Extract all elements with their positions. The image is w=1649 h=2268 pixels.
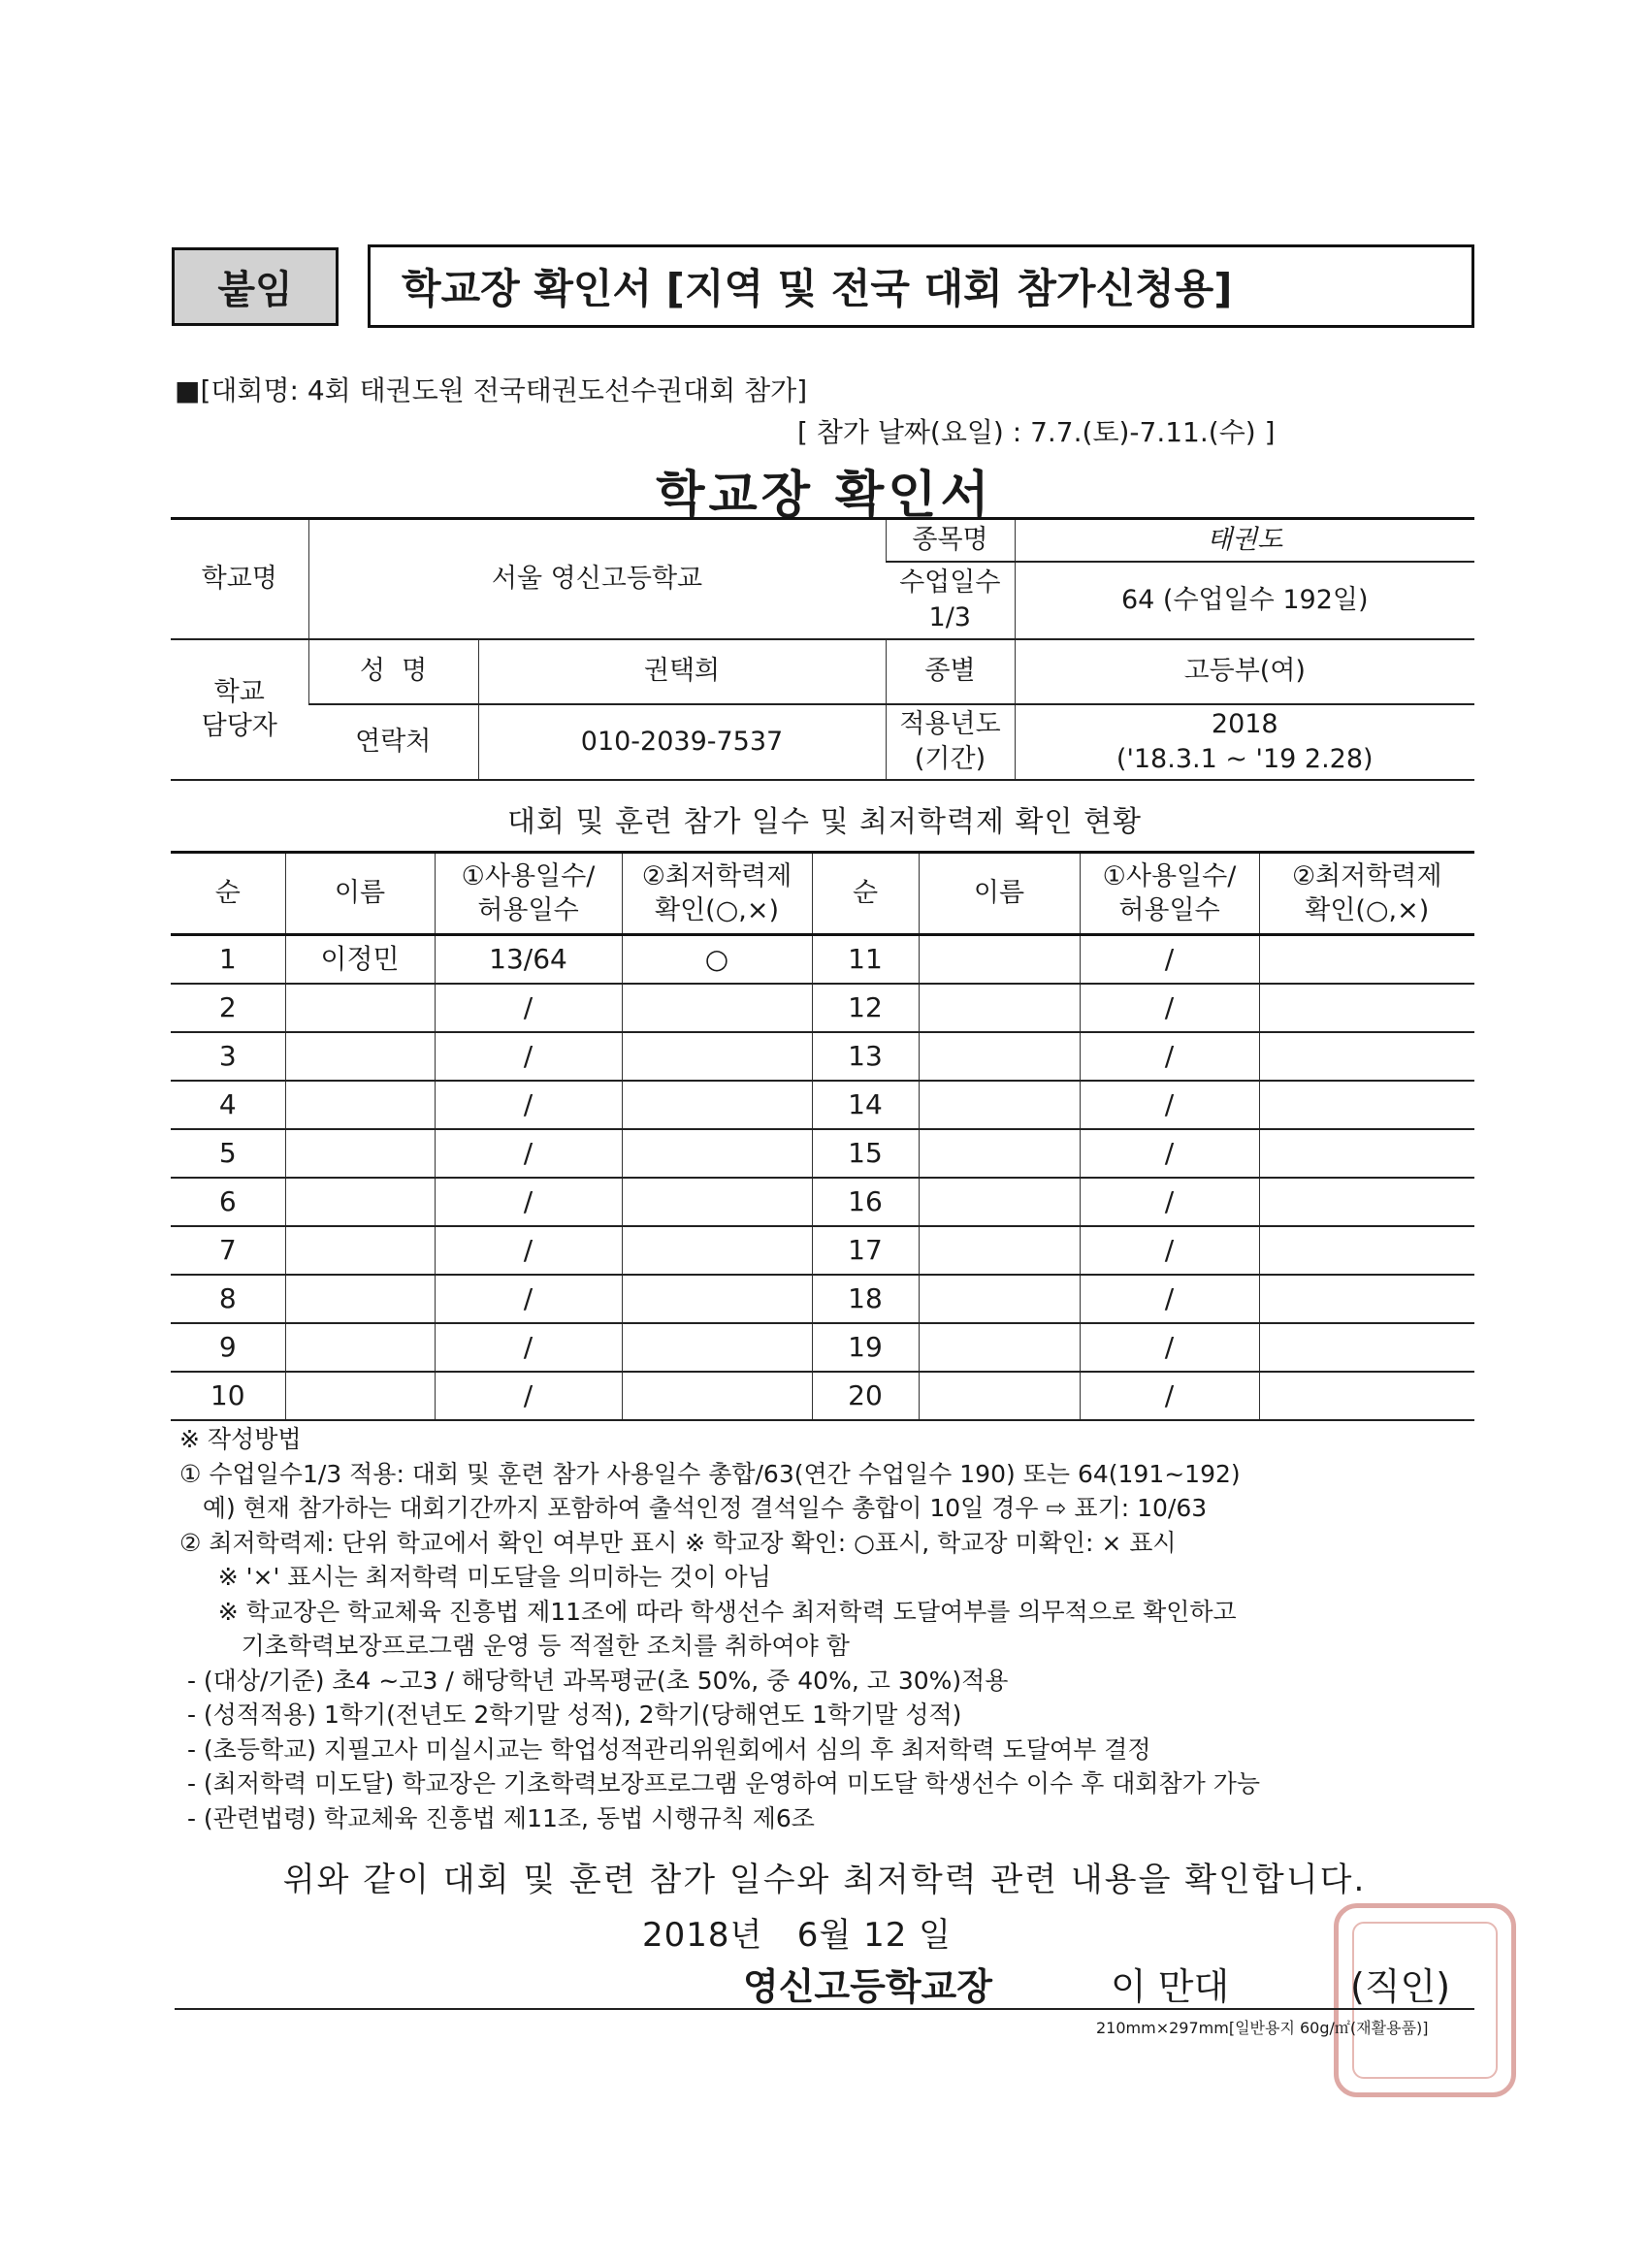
record-confirm [1259, 1032, 1474, 1081]
name-value: 권택희 [478, 639, 886, 704]
note-line: - (대상/기준) 초4 ~고3 / 해당학년 과목평균(초 50%, 중 40%, 고 30%)적용 [179, 1666, 1009, 1695]
table-row [171, 1129, 1474, 1178]
issue-date: 2018년 6월 12 일 [642, 1916, 952, 1955]
record-name [919, 1032, 1080, 1081]
record-no: 18 [812, 1275, 919, 1323]
record-no: 4 [171, 1081, 285, 1129]
seal-label: (직인) [1350, 1965, 1451, 2008]
confirmation-statement: 위와 같이 대회 및 훈련 참가 일수와 최저학력 관련 내용을 확인합니다. [282, 1861, 1367, 1899]
record-days: / [1080, 1129, 1259, 1178]
record-confirm [622, 1032, 812, 1081]
year-value: 2018 ('18.3.1 ~ '19 2.28) [1015, 704, 1474, 780]
record-no: 13 [812, 1032, 919, 1081]
record-days: / [435, 1275, 622, 1323]
attachment-tag: 붙임 [172, 247, 339, 326]
document-title: 학교장 확인서 [656, 467, 993, 525]
table-row [171, 984, 1474, 1032]
school-label: 학교명 [171, 519, 308, 639]
col-name-header: 이름 [285, 853, 435, 935]
sport-value: 태권도 [1015, 519, 1474, 562]
participation-dates: [ 참가 날짜(요일) : 7.7.(토)-7.11.(수) ] [797, 416, 1276, 448]
record-no: 5 [171, 1129, 285, 1178]
record-name [919, 1129, 1080, 1178]
note-line: ※ 학교장은 학교체육 진흥법 제11조에 따라 학생선수 최저학력 도달여부를 의무적으로 확인하고 [179, 1597, 1237, 1626]
record-days: 13/64 [435, 935, 622, 985]
principal-name: 이 만대 [1111, 1965, 1230, 2008]
record-days: / [435, 1226, 622, 1275]
school-principal: 영신고등학교장 [743, 1965, 992, 2008]
table-row [171, 1178, 1474, 1226]
record-confirm [622, 1275, 812, 1323]
sport-label: 종목명 [886, 519, 1015, 562]
note-line: 예) 현재 참가하는 대회기간까지 포함하여 출석인정 결석일수 총합이 10일 경우 ⇨ 표기: 10/63 [179, 1494, 1208, 1522]
record-confirm [622, 1372, 812, 1420]
record-name: 이정민 [285, 935, 435, 985]
days-label: 수업일수 1/3 [886, 562, 1015, 639]
record-no: 7 [171, 1226, 285, 1275]
note-line: ※ '×' 표시는 최저학력 미도달을 의미하는 것이 아님 [179, 1563, 771, 1591]
record-confirm [622, 1226, 812, 1275]
record-no: 20 [812, 1372, 919, 1420]
record-no: 8 [171, 1275, 285, 1323]
record-no: 3 [171, 1032, 285, 1081]
school-name: 서울 영신고등학교 [308, 519, 886, 639]
record-name [919, 1372, 1080, 1420]
records-title: 대회 및 훈련 참가 일수 및 최저학력제 확인 현황 [507, 805, 1142, 839]
col-days-header: ①사용일수/ 허용일수 [1080, 853, 1259, 935]
record-name [919, 1178, 1080, 1226]
record-confirm [1259, 984, 1474, 1032]
note-line: ※ 작성방법 [179, 1425, 302, 1453]
record-name [285, 1372, 435, 1420]
note-line: ② 최저학력제: 단위 학교에서 확인 여부만 표시 ※ 학교장 확인: ○표시, 학교장 미확인: × 표시 [179, 1528, 1177, 1557]
record-days: / [435, 1178, 622, 1226]
record-days: / [1080, 1178, 1259, 1226]
record-confirm [622, 1081, 812, 1129]
contact-label: 연락처 [308, 704, 478, 780]
table-row [171, 1032, 1474, 1081]
note-line: 기초학력보장프로그램 운영 등 적절한 조치를 취하여야 함 [179, 1632, 850, 1660]
records-table [171, 851, 1474, 1421]
record-no: 14 [812, 1081, 919, 1129]
record-no: 16 [812, 1178, 919, 1226]
division-label: 종별 [886, 639, 1015, 704]
record-name [919, 1081, 1080, 1129]
record-confirm [1259, 1178, 1474, 1226]
record-name [285, 1178, 435, 1226]
record-days: / [435, 1323, 622, 1372]
record-name [919, 1323, 1080, 1372]
record-name [285, 984, 435, 1032]
record-name [919, 935, 1080, 985]
col-confirm-header: ②최저학력제 확인(○,×) [1259, 853, 1474, 935]
competition-name: ■[대회명: 4회 태권도원 전국태권도선수권대회 참가] [175, 374, 808, 406]
record-days: / [1080, 935, 1259, 985]
table-row [171, 935, 1474, 985]
record-days: / [1080, 984, 1259, 1032]
record-days: / [1080, 1372, 1259, 1420]
header-title: 학교장 확인서 [지역 및 전국 대회 참가신청용] [368, 244, 1474, 328]
col-name-header: 이름 [919, 853, 1080, 935]
divider [175, 2008, 1474, 2010]
record-no: 17 [812, 1226, 919, 1275]
records-header-row [171, 853, 1474, 935]
record-days: / [435, 1372, 622, 1420]
record-no: 11 [812, 935, 919, 985]
days-value: 64 (수업일수 192일) [1015, 562, 1474, 639]
record-no: 10 [171, 1372, 285, 1420]
record-no: 19 [812, 1323, 919, 1372]
record-no: 12 [812, 984, 919, 1032]
record-confirm [1259, 1275, 1474, 1323]
staff-label: 학교 담당자 [171, 639, 308, 780]
record-confirm [622, 1178, 812, 1226]
record-no: 15 [812, 1129, 919, 1178]
record-no: 1 [171, 935, 285, 985]
record-name [285, 1275, 435, 1323]
record-confirm [622, 984, 812, 1032]
record-days: / [1080, 1226, 1259, 1275]
contact-value: 010-2039-7537 [478, 704, 886, 780]
record-name [285, 1129, 435, 1178]
note-line: ① 수업일수1/3 적용: 대회 및 훈련 참가 사용일수 총합/63(연간 수업일수 190) 또는 64(191~192) [179, 1459, 1241, 1488]
record-confirm [622, 1129, 812, 1178]
table-row [171, 1372, 1474, 1420]
record-confirm [1259, 935, 1474, 985]
col-no-header: 순 [812, 853, 919, 935]
paper-spec: 210mm×297mm[일반용지 60g/㎡(재활용품)] [1096, 2019, 1429, 2037]
record-days: / [1080, 1032, 1259, 1081]
record-name [285, 1081, 435, 1129]
record-no: 9 [171, 1323, 285, 1372]
note-line: - (최저학력 미도달) 학교장은 기초학력보장프로그램 운영하여 미도달 학생선수 이수 후 대회참가 가능 [179, 1769, 1261, 1798]
record-confirm: ○ [622, 935, 812, 985]
record-no: 6 [171, 1178, 285, 1226]
record-name [285, 1032, 435, 1081]
note-line: - (성적적용) 1학기(전년도 2학기말 성적), 2학기(당해연도 1학기말 성적) [179, 1701, 962, 1729]
record-confirm [1259, 1372, 1474, 1420]
year-label: 적용년도 (기간) [886, 704, 1015, 780]
division-value: 고등부(여) [1015, 639, 1474, 704]
record-confirm [1259, 1323, 1474, 1372]
record-name [285, 1226, 435, 1275]
col-no-header: 순 [171, 853, 285, 935]
record-name [919, 984, 1080, 1032]
record-name [285, 1323, 435, 1372]
table-row [171, 1081, 1474, 1129]
table-row [171, 1323, 1474, 1372]
record-days: / [435, 1129, 622, 1178]
record-days: / [1080, 1323, 1259, 1372]
record-confirm [622, 1323, 812, 1372]
col-days-header: ①사용일수/ 허용일수 [435, 853, 622, 935]
name-label: 성 명 [308, 639, 478, 704]
record-days: / [1080, 1275, 1259, 1323]
table-row [171, 1275, 1474, 1323]
record-confirm [1259, 1226, 1474, 1275]
record-days: / [435, 1032, 622, 1081]
record-confirm [1259, 1129, 1474, 1178]
record-confirm [1259, 1081, 1474, 1129]
record-days: / [435, 1081, 622, 1129]
record-no: 2 [171, 984, 285, 1032]
record-days: / [435, 984, 622, 1032]
record-days: / [1080, 1081, 1259, 1129]
table-row [171, 1226, 1474, 1275]
note-line: - (초등학교) 지필고사 미실시교는 학업성적관리위원회에서 심의 후 최저학력 도달여부 결정 [179, 1734, 1151, 1764]
record-name [919, 1226, 1080, 1275]
note-line: - (관련법령) 학교체육 진흥법 제11조, 동법 시행규칙 제6조 [179, 1803, 815, 1832]
col-confirm-header: ②최저학력제 확인(○,×) [622, 853, 812, 935]
instructions [179, 1422, 1260, 1835]
record-name [919, 1275, 1080, 1323]
info-table [171, 517, 1474, 781]
